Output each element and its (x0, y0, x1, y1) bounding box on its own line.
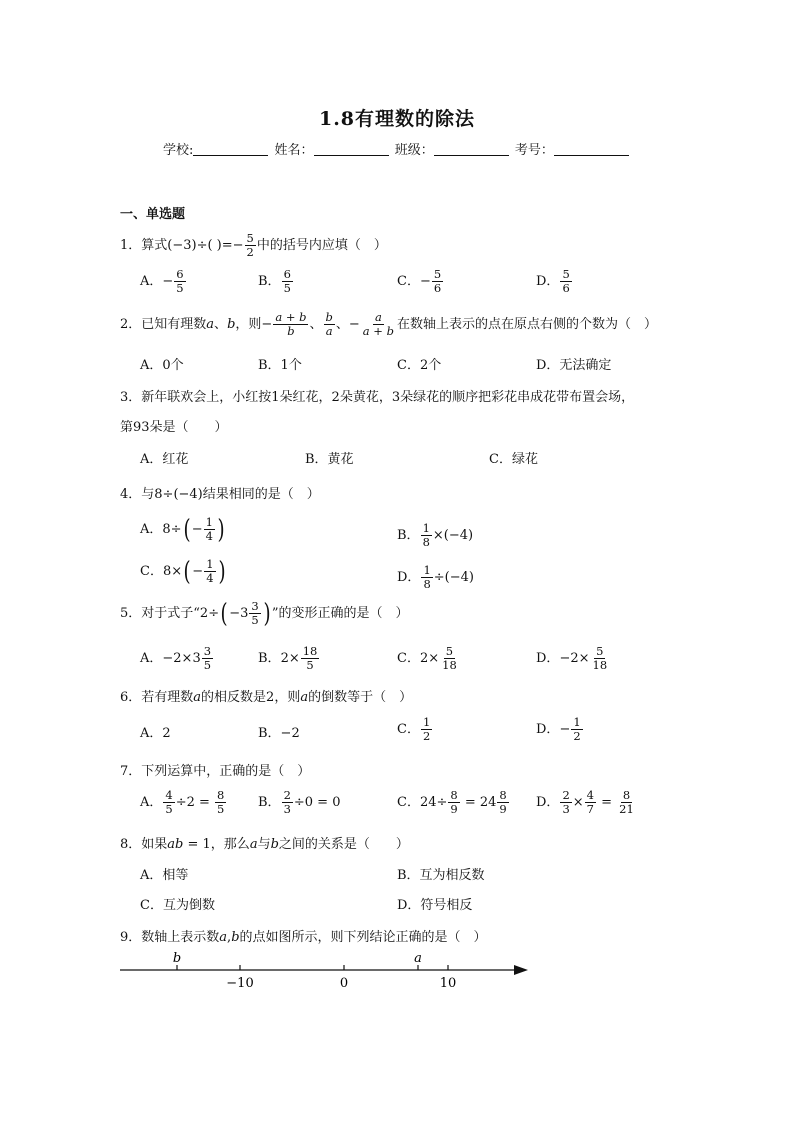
exam-number-blank[interactable] (554, 143, 629, 156)
question-1: 1．算式(−3)÷( )=− $\frac{5}{2}$ 中的括号内应填（ ） (120, 231, 387, 260)
question-4: 4．与8÷(−4)结果相同的是（ ） (120, 487, 320, 502)
q3-option-a[interactable]: A．红花 (140, 452, 189, 467)
q1-option-d[interactable]: D． $\frac{5}{6}$ (536, 267, 570, 296)
page-title: 1.8有理数的除法 (318, 108, 476, 130)
q7-option-a[interactable]: A． $\frac{4}{5}$ ÷2 = $\frac{8}{5}$ (140, 788, 225, 817)
class-label: 班级： (394, 143, 434, 158)
q1-option-a[interactable]: A．− $\frac{6}{5}$ (140, 267, 184, 296)
question-8: 8．如果ab = 1，那么a与b之间的关系是（ ） (120, 837, 409, 852)
q2-option-c[interactable]: C．2个 (397, 358, 442, 373)
point-a-label: a (414, 951, 422, 966)
q7-option-d[interactable]: D． $\frac{2}{3}$ × $\frac{4}{7}$ = $\frac{8}{21}$ (536, 788, 634, 817)
number-line-arrow (514, 965, 528, 975)
label-minus-10: −10 (226, 976, 254, 991)
student-info-row (163, 139, 631, 158)
q8-option-a[interactable]: A．相等 (140, 868, 189, 883)
label-0: 0 (339, 976, 349, 991)
name-label: 姓名： (274, 143, 314, 158)
name-blank[interactable] (314, 143, 389, 156)
q5-option-d[interactable]: D．−2× $\frac{5}{18}$ (536, 644, 608, 673)
q3-option-c[interactable]: C．绿花 (489, 452, 538, 467)
q1-option-b[interactable]: B． $\frac{6}{5}$ (258, 267, 291, 296)
q8-option-b[interactable]: B．互为相反数 (397, 868, 485, 883)
q4-option-b[interactable]: B． $\frac{1}{8}$ ×(−4) (397, 521, 474, 550)
point-b-label: b (172, 951, 182, 966)
q4-expression: 8÷(−4) (154, 487, 203, 502)
q4-option-c[interactable]: C．8×( − $\frac{1}{4}$ ) (140, 556, 226, 587)
question-3-line-1: 3．新年联欢会上，小红按1朵红花，2朵黄花，3朵绿花的顺序把彩花串成花带布置会场， (120, 390, 635, 405)
label-10: 10 (439, 976, 457, 991)
question-6: 6．若有理数a的相反数是2，则a的倒数等于（ ） (120, 690, 413, 705)
exam-number-label: 考号： (514, 143, 554, 158)
section-heading: 一、单选题 (120, 207, 186, 222)
q2-option-d[interactable]: D．无法确定 (536, 358, 612, 373)
q7-option-c[interactable]: C．24÷ $\frac{8}{9}$ = 24 $\frac{8}{9}$ (397, 788, 507, 817)
q6-option-d[interactable]: D．− $\frac{1}{2}$ (536, 715, 581, 744)
q4-option-d[interactable]: D． $\frac{1}{8}$ ÷(−4) (397, 563, 474, 592)
question-9: 9．数轴上表示数a,b的点如图所示，则下列结论正确的是（ ） (120, 930, 487, 945)
question-3-line-2: 第93朵是（ ） (120, 420, 228, 435)
q6-option-c[interactable]: C． $\frac{1}{2}$ (397, 715, 431, 744)
q2-option-a[interactable]: A．0个 (140, 358, 184, 373)
school-label: 学校: (163, 143, 194, 158)
q3-option-b[interactable]: B．黄花 (305, 452, 354, 467)
q4-option-a[interactable]: A．8÷( − $\frac{1}{4}$ ) (140, 514, 225, 545)
q1-option-c[interactable]: C．− $\frac{5}{6}$ (397, 267, 442, 296)
q5-option-a[interactable]: A．−2×3 $\frac{3}{5}$ (140, 644, 212, 673)
q8-option-d[interactable]: D．符号相反 (397, 898, 473, 913)
q8-option-c[interactable]: C．互为倒数 (140, 898, 215, 913)
q6-option-b[interactable]: B．−2 (258, 726, 300, 741)
school-blank[interactable] (193, 143, 268, 156)
number-line (0, 940, 794, 1000)
q6-option-a[interactable]: A．2 (140, 726, 171, 741)
q5-option-c[interactable]: C．2× $\frac{5}{18}$ (397, 644, 457, 673)
class-blank[interactable] (434, 143, 509, 156)
question-5: 5．对于式子“2÷( −3 $\frac{3}{5}$ ) ”的变形正确的是（ ） (120, 598, 409, 629)
q7-option-b[interactable]: B． $\frac{2}{3}$ ÷0 = 0 (258, 788, 341, 817)
question-7: 7．下列运算中，正确的是（ ） (120, 764, 311, 779)
q2-option-b[interactable]: B．1个 (258, 358, 302, 373)
question-2: 2．已知有理数a、b，则− $\frac{a + b}{b}$ 、 $\frac{b}{a}$ 、− $\frac{a}{a + b}$ 在数轴上表示的点在原点右侧的个数为（ ） (120, 310, 657, 339)
q5-option-b[interactable]: B．2× $\frac{18}{5}$ (258, 644, 318, 673)
